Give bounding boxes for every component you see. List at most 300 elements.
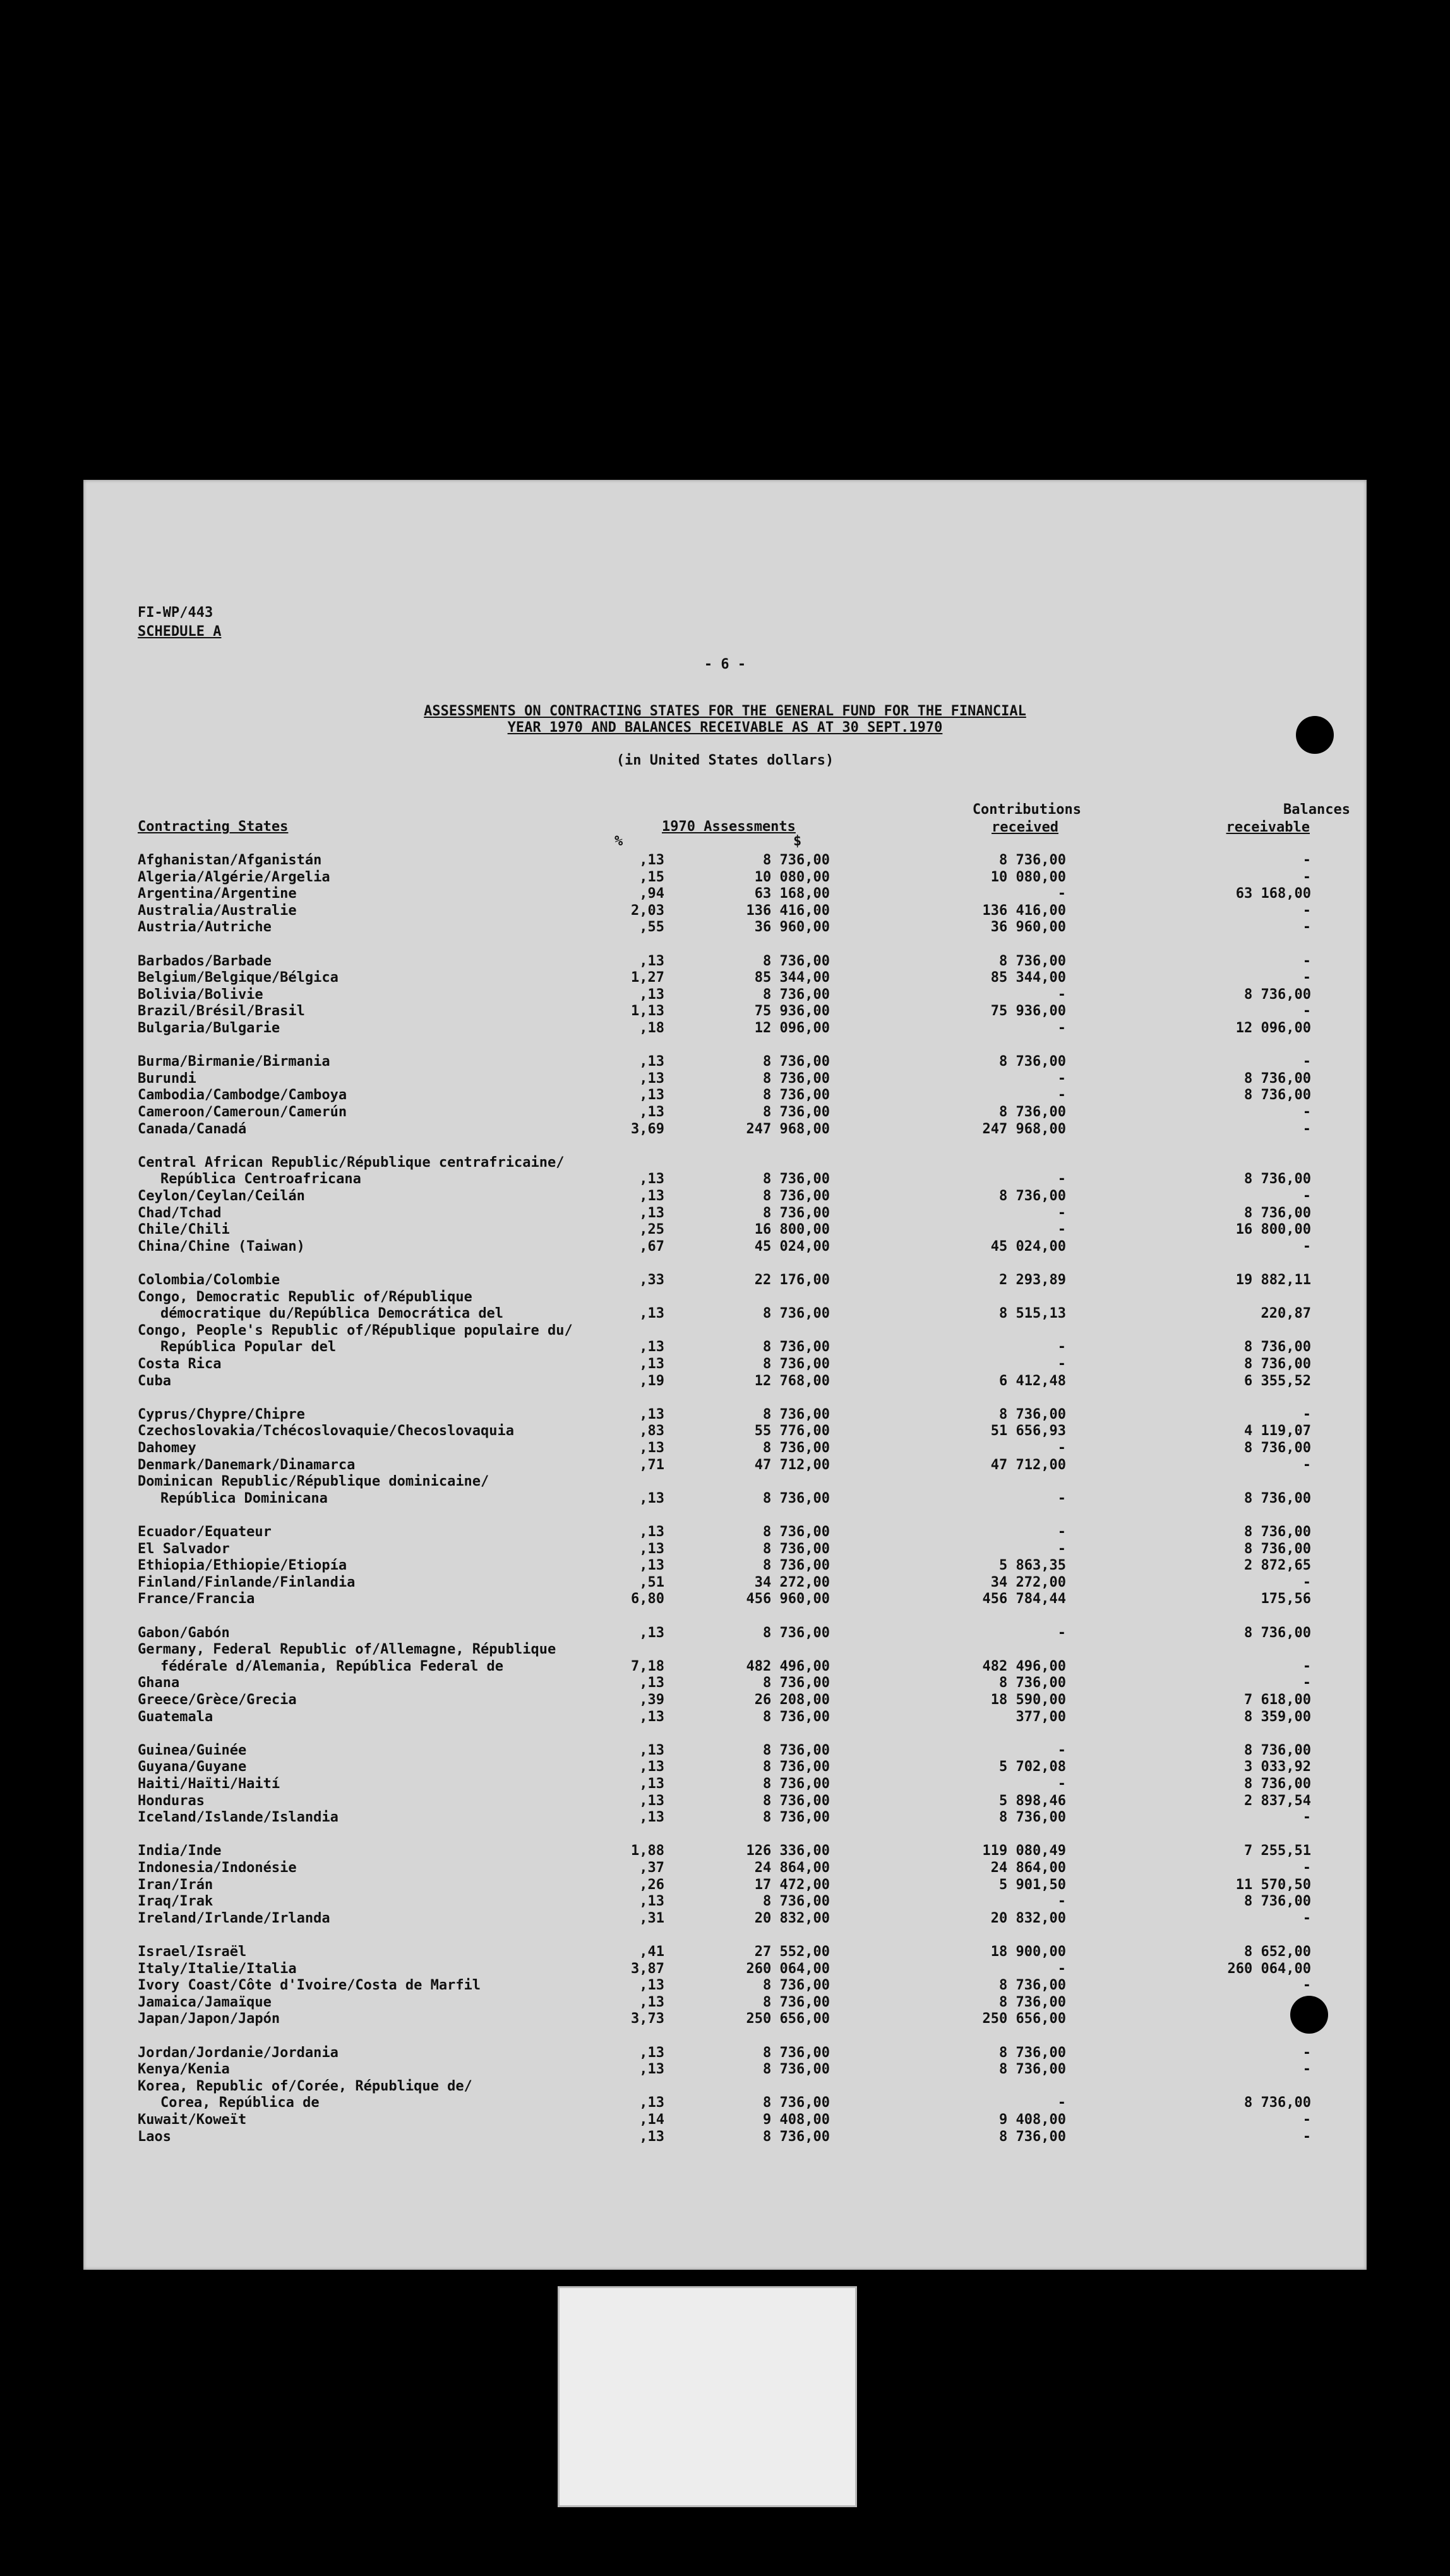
contributions-received: -: [1057, 886, 1066, 902]
state-name: Bolivia/Bolivie: [138, 987, 263, 1003]
assessment-percent: ,13: [639, 1339, 664, 1355]
assessment-percent: ,13: [639, 1054, 664, 1070]
balance-receivable: -: [1302, 1575, 1311, 1590]
contributions-received: -: [1057, 1893, 1066, 1909]
state-name: Haiti/Haïti/Haití: [138, 1776, 280, 1792]
assessment-percent: ,13: [639, 852, 664, 868]
contributions-received: -: [1057, 1020, 1066, 1036]
assessment-percent: ,13: [639, 1205, 664, 1221]
assessment-amount: 8 736,00: [763, 1087, 830, 1103]
schedule-label: SCHEDULE A: [138, 624, 222, 640]
contributions-received: 377,00: [1016, 1709, 1066, 1725]
assessment-amount: 8 736,00: [763, 987, 830, 1003]
state-name: República Popular del: [160, 1339, 337, 1355]
contributions-received: 8 736,00: [999, 2129, 1066, 2145]
assessment-percent: 1,27: [631, 970, 664, 986]
assessment-amount: 8 736,00: [763, 953, 830, 969]
assessment-percent: 2,03: [631, 903, 664, 919]
contributions-received: 45 024,00: [990, 1239, 1066, 1255]
table-row: [0, 1541, 1450, 1558]
state-name: Ceylon/Ceylan/Ceilán: [138, 1188, 305, 1204]
document-reference: FI-WP/443: [138, 605, 213, 621]
table-row: [0, 1659, 1450, 1676]
balance-receivable: 8 736,00: [1244, 1625, 1311, 1641]
state-name: Central African Republic/République centrafricaine/: [138, 1155, 565, 1171]
assessment-amount: 8 736,00: [763, 1558, 830, 1573]
state-name: China/Chine (Taiwan): [138, 1239, 305, 1255]
table-row: [0, 1155, 1450, 1172]
contributions-received: -: [1057, 1491, 1066, 1506]
table-row: [0, 1003, 1450, 1020]
contributions-received: -: [1057, 1961, 1066, 1977]
column-header-states: Contracting States: [138, 819, 289, 835]
balance-receivable: 8 736,00: [1244, 1087, 1311, 1103]
table-row: [0, 1239, 1450, 1256]
state-name: Barbados/Barbade: [138, 953, 272, 969]
state-name: Argentina/Argentine: [138, 886, 297, 902]
table-row: [0, 2112, 1450, 2129]
state-name: Afghanistan/Afganistán: [138, 852, 322, 868]
balance-receivable: 12 096,00: [1235, 1020, 1311, 1036]
table-row: [0, 1776, 1450, 1793]
state-name: Burundi: [138, 1071, 196, 1087]
assessment-amount: 8 736,00: [763, 1407, 830, 1422]
assessment-amount: 8 736,00: [763, 1306, 830, 1321]
table-row: [0, 2129, 1450, 2146]
table-row: [0, 987, 1450, 1004]
assessment-amount: 34 272,00: [754, 1575, 830, 1590]
assessment-amount: 9 408,00: [763, 2112, 830, 2128]
document-subtitle: (in United States dollars): [616, 753, 834, 768]
assessment-percent: ,41: [639, 1944, 664, 1960]
assessment-percent: ,13: [639, 2129, 664, 2145]
assessment-amount: 47 712,00: [754, 1457, 830, 1473]
contributions-received: 8 736,00: [999, 953, 1066, 969]
assessment-percent: ,39: [639, 1692, 664, 1708]
balance-receivable: -: [1302, 1407, 1311, 1422]
table-row: [0, 1289, 1450, 1306]
table-row: [0, 1356, 1450, 1373]
table-row: [0, 1222, 1450, 1239]
contributions-received: 482 496,00: [982, 1659, 1066, 1674]
state-name: Colombia/Colombie: [138, 1272, 280, 1288]
assessment-percent: ,13: [639, 1759, 664, 1775]
column-header-dollar: $: [793, 833, 802, 849]
balance-receivable: 8 736,00: [1244, 987, 1311, 1003]
punch-hole: [1296, 716, 1334, 754]
assessment-amount: 482 496,00: [746, 1659, 830, 1674]
assessment-percent: ,15: [639, 869, 664, 885]
assessment-amount: 45 024,00: [754, 1239, 830, 1255]
assessment-amount: 8 736,00: [763, 1776, 830, 1792]
table-row: [0, 1121, 1450, 1138]
assessment-percent: 3,87: [631, 1961, 664, 1977]
balance-receivable: 8 736,00: [1244, 1776, 1311, 1792]
state-name: Chad/Tchad: [138, 1205, 222, 1221]
assessment-amount: 136 416,00: [746, 903, 830, 919]
assessment-percent: 1,88: [631, 1843, 664, 1859]
balance-receivable: -: [1302, 869, 1311, 885]
assessment-percent: ,13: [639, 2045, 664, 2061]
balance-receivable: -: [1302, 2045, 1311, 2061]
table-row: [0, 1306, 1450, 1323]
state-name: Guinea/Guinée: [138, 1743, 247, 1758]
state-name: Algeria/Algérie/Argelia: [138, 869, 330, 885]
state-name: India/Inde: [138, 1843, 222, 1859]
table-row: [0, 1054, 1450, 1071]
state-name: República Centroafricana: [160, 1171, 361, 1187]
state-name: Jordan/Jordanie/Jordania: [138, 2045, 339, 2061]
assessment-percent: ,13: [639, 1087, 664, 1103]
assessment-percent: ,13: [639, 1071, 664, 1087]
assessment-amount: 63 168,00: [754, 886, 830, 902]
assessment-percent: ,13: [639, 987, 664, 1003]
state-name: Cyprus/Chypre/Chipre: [138, 1407, 305, 1422]
balance-receivable: 8 736,00: [1244, 1356, 1311, 1372]
assessment-amount: 8 736,00: [763, 1491, 830, 1506]
assessment-amount: 8 736,00: [763, 1524, 830, 1540]
contributions-received: 8 736,00: [999, 1995, 1066, 2010]
balance-receivable: -: [1302, 1054, 1311, 1070]
state-name: Honduras: [138, 1793, 205, 1809]
assessment-percent: 3,69: [631, 1121, 664, 1137]
table-row: [0, 1491, 1450, 1508]
contributions-received: -: [1057, 1440, 1066, 1456]
table-row: [0, 2011, 1450, 2028]
assessment-amount: 8 736,00: [763, 1810, 830, 1825]
state-name: Ivory Coast/Côte d'Ivoire/Costa de Marfil: [138, 1977, 481, 1993]
table-row: [0, 970, 1450, 987]
assessment-percent: ,67: [639, 1239, 664, 1255]
contributions-received: -: [1057, 2095, 1066, 2111]
contributions-received: 8 736,00: [999, 1675, 1066, 1691]
contributions-received: -: [1057, 1222, 1066, 1237]
contributions-received: 47 712,00: [990, 1457, 1066, 1473]
contributions-received: 456 784,44: [982, 1591, 1066, 1607]
state-name: Iceland/Islande/Islandia: [138, 1810, 339, 1825]
state-name: fédérale d/Alemania, República Federal de: [160, 1659, 504, 1674]
assessment-amount: 8 736,00: [763, 1071, 830, 1087]
assessment-percent: ,18: [639, 1020, 664, 1036]
table-row: [0, 1205, 1450, 1222]
assessment-amount: 27 552,00: [754, 1944, 830, 1960]
table-row: [0, 1860, 1450, 1877]
assessment-percent: ,13: [639, 1675, 664, 1691]
assessment-percent: ,13: [639, 1893, 664, 1909]
table-row: [0, 1188, 1450, 1205]
contributions-received: 5 901,50: [999, 1877, 1066, 1893]
contributions-received: 247 968,00: [982, 1121, 1066, 1137]
state-name: Ireland/Irlande/Irlanda: [138, 1911, 330, 1926]
assessment-percent: ,13: [639, 1558, 664, 1573]
balance-receivable: -: [1302, 1977, 1311, 1993]
table-row: [0, 1171, 1450, 1188]
contributions-received: 8 515,13: [999, 1306, 1066, 1321]
document-title-line1: ASSESSMENTS ON CONTRACTING STATES FOR THE GENERAL FUND FOR THE FINANCIAL: [424, 703, 1026, 719]
table-row: [0, 1373, 1450, 1390]
table-row: [0, 1759, 1450, 1776]
state-name: Brazil/Brésil/Brasil: [138, 1003, 305, 1019]
state-name: Kenya/Kenia: [138, 2061, 230, 2077]
table-row: [0, 919, 1450, 936]
assessment-amount: 8 736,00: [763, 1104, 830, 1120]
assessment-amount: 8 736,00: [763, 2045, 830, 2061]
assessment-percent: ,13: [639, 953, 664, 969]
contributions-received: -: [1057, 1205, 1066, 1221]
balance-receivable: -: [1302, 1675, 1311, 1691]
assessment-percent: ,19: [639, 1373, 664, 1389]
state-name: Czechoslovakia/Tchécoslovaquie/Checoslovaquia: [138, 1423, 515, 1439]
state-name: Laos: [138, 2129, 171, 2145]
contributions-received: 24 864,00: [990, 1860, 1066, 1876]
assessment-amount: 8 736,00: [763, 1759, 830, 1775]
balance-receivable: -: [1302, 1457, 1311, 1473]
assessment-amount: 8 736,00: [763, 1625, 830, 1641]
assessment-percent: ,13: [639, 1995, 664, 2010]
state-name: El Salvador: [138, 1541, 230, 1557]
contributions-received: 18 900,00: [990, 1944, 1066, 1960]
balance-receivable: -: [1302, 852, 1311, 868]
balance-receivable: 19 882,11: [1235, 1272, 1311, 1288]
column-header-receivable: receivable: [1226, 820, 1310, 835]
assessment-percent: ,13: [639, 2095, 664, 2111]
assessment-amount: 8 736,00: [763, 1188, 830, 1204]
contributions-received: 8 736,00: [999, 852, 1066, 868]
assessment-percent: ,13: [639, 1776, 664, 1792]
state-name: Dahomey: [138, 1440, 196, 1456]
balance-receivable: 8 736,00: [1244, 1071, 1311, 1087]
assessment-percent: ,25: [639, 1222, 664, 1237]
assessment-amount: 247 968,00: [746, 1121, 830, 1137]
assessment-percent: ,13: [639, 1793, 664, 1809]
table-row: [0, 1087, 1450, 1104]
contributions-received: 8 736,00: [999, 1104, 1066, 1120]
table-row: [0, 903, 1450, 920]
contributions-received: -: [1057, 1776, 1066, 1792]
assessment-percent: ,33: [639, 1272, 664, 1288]
table-row: [0, 1104, 1450, 1121]
balance-receivable: 8 736,00: [1244, 2095, 1311, 2111]
table-row: [0, 1911, 1450, 1928]
balance-receivable: 8 736,00: [1244, 1524, 1311, 1540]
balance-receivable: -: [1302, 1104, 1311, 1120]
assessment-percent: ,13: [639, 1491, 664, 1506]
contributions-received: -: [1057, 1625, 1066, 1641]
column-header-balances: Balances: [1283, 802, 1350, 818]
assessment-percent: ,13: [639, 1171, 664, 1187]
contributions-received: 9 408,00: [999, 2112, 1066, 2128]
state-name: Cameroon/Cameroun/Camerún: [138, 1104, 347, 1120]
document-title-line2: YEAR 1970 AND BALANCES RECEIVABLE AS AT 30 SEPT.1970: [507, 720, 943, 736]
punch-hole: [1290, 1996, 1328, 2034]
balance-receivable: 63 168,00: [1235, 886, 1311, 902]
assessment-amount: 8 736,00: [763, 1743, 830, 1758]
assessment-percent: ,26: [639, 1877, 664, 1893]
assessment-amount: 12 768,00: [754, 1373, 830, 1389]
contributions-received: -: [1057, 1524, 1066, 1540]
balance-receivable: 8 736,00: [1244, 1541, 1311, 1557]
state-name: Germany, Federal Republic of/Allemagne, République: [138, 1642, 556, 1657]
table-row: [0, 869, 1450, 886]
state-name: Corea, República de: [160, 2095, 320, 2111]
state-name: Dominican Republic/République dominicaine/: [138, 1474, 489, 1489]
table-row: [0, 1440, 1450, 1457]
state-name: Iraq/Irak: [138, 1893, 213, 1909]
assessment-amount: 8 736,00: [763, 2061, 830, 2077]
balance-receivable: -: [1302, 1003, 1311, 1019]
contributions-received: -: [1057, 1356, 1066, 1372]
assessment-percent: ,13: [639, 1356, 664, 1372]
balance-receivable: 16 800,00: [1235, 1222, 1311, 1237]
assessment-amount: 8 736,00: [763, 1205, 830, 1221]
balance-receivable: -: [1302, 2129, 1311, 2145]
assessment-percent: ,83: [639, 1423, 664, 1439]
state-name: Japan/Japon/Japón: [138, 2011, 280, 2027]
assessment-percent: ,13: [639, 2061, 664, 2077]
table-row: [0, 1071, 1450, 1088]
table-row: [0, 1457, 1450, 1474]
state-name: Cambodia/Cambodge/Camboya: [138, 1087, 347, 1103]
assessment-amount: 8 736,00: [763, 1054, 830, 1070]
assessment-percent: ,55: [639, 919, 664, 935]
assessment-amount: 456 960,00: [746, 1591, 830, 1607]
contributions-received: 8 736,00: [999, 2061, 1066, 2077]
table-row: [0, 1692, 1450, 1709]
balance-receivable: 260 064,00: [1227, 1961, 1311, 1977]
contributions-received: 8 736,00: [999, 1188, 1066, 1204]
assessment-percent: ,51: [639, 1575, 664, 1590]
table-row: [0, 1423, 1450, 1440]
balance-receivable: -: [1302, 1659, 1311, 1674]
state-name: Guatemala: [138, 1709, 213, 1725]
assessment-percent: ,13: [639, 1524, 664, 1540]
assessment-percent: ,13: [639, 1810, 664, 1825]
assessment-amount: 17 472,00: [754, 1877, 830, 1893]
table-row: [0, 1272, 1450, 1289]
assessment-percent: ,13: [639, 1625, 664, 1641]
contributions-received: -: [1057, 1743, 1066, 1758]
assessment-amount: 8 736,00: [763, 1709, 830, 1725]
assessment-amount: 8 736,00: [763, 1171, 830, 1187]
state-name: Austria/Autriche: [138, 919, 272, 935]
contributions-received: 8 736,00: [999, 1054, 1066, 1070]
contributions-received: 136 416,00: [982, 903, 1066, 919]
table-row: [0, 1591, 1450, 1608]
contributions-received: 5 863,35: [999, 1558, 1066, 1573]
assessment-percent: ,13: [639, 1188, 664, 1204]
assessment-amount: 36 960,00: [754, 919, 830, 935]
assessment-percent: ,13: [639, 1743, 664, 1758]
assessment-percent: ,13: [639, 1977, 664, 1993]
assessment-percent: 6,80: [631, 1591, 664, 1607]
state-name: Finland/Finlande/Finlandia: [138, 1575, 356, 1590]
contributions-received: 6 412,48: [999, 1373, 1066, 1389]
table-row: [0, 1323, 1450, 1340]
table-row: [0, 2095, 1450, 2112]
assessment-percent: ,71: [639, 1457, 664, 1473]
contributions-received: 75 936,00: [990, 1003, 1066, 1019]
state-name: Kuwait/Koweït: [138, 2112, 247, 2128]
page-number: - 6 -: [704, 657, 746, 672]
contributions-received: 8 736,00: [999, 1977, 1066, 1993]
assessment-percent: ,13: [639, 1407, 664, 1422]
assessment-amount: 8 736,00: [763, 852, 830, 868]
balance-receivable: 6 355,52: [1244, 1373, 1311, 1389]
column-header-assessments: 1970 Assessments: [662, 819, 796, 835]
state-name: Gabon/Gabón: [138, 1625, 230, 1641]
state-name: démocratique du/República Democrática del: [160, 1306, 504, 1321]
assessment-amount: 8 736,00: [763, 1339, 830, 1355]
balance-receivable: 8 736,00: [1244, 1491, 1311, 1506]
assessment-amount: 8 736,00: [763, 1793, 830, 1809]
assessment-percent: ,37: [639, 1860, 664, 1876]
contributions-received: -: [1057, 1171, 1066, 1187]
balance-receivable: -: [1302, 1121, 1311, 1137]
state-name: Belgium/Belgique/Bélgica: [138, 970, 339, 986]
assessment-amount: 22 176,00: [754, 1272, 830, 1288]
assessment-percent: ,13: [639, 1440, 664, 1456]
assessment-percent: ,31: [639, 1911, 664, 1926]
column-header-contributions: Contributions: [972, 802, 1081, 818]
state-name: France/Francia: [138, 1591, 255, 1607]
table-row: [0, 1793, 1450, 1810]
state-name: Ghana: [138, 1675, 180, 1691]
table-row: [0, 1843, 1450, 1860]
contributions-received: 2 293,89: [999, 1272, 1066, 1288]
balance-receivable: 8 736,00: [1244, 1743, 1311, 1758]
balance-receivable: 8 359,00: [1244, 1709, 1311, 1725]
state-name: Guyana/Guyane: [138, 1759, 247, 1775]
balance-receivable: 7 255,51: [1244, 1843, 1311, 1859]
table-row: [0, 1961, 1450, 1978]
state-name: República Dominicana: [160, 1491, 328, 1506]
balance-receivable: 11 570,50: [1235, 1877, 1311, 1893]
column-header-received: received: [992, 820, 1058, 835]
balance-receivable: 175,56: [1261, 1591, 1311, 1607]
contributions-received: 250 656,00: [982, 2011, 1066, 2027]
balance-receivable: 3 033,92: [1244, 1759, 1311, 1775]
table-row: [0, 1675, 1450, 1692]
assessment-amount: 8 736,00: [763, 2095, 830, 2111]
table-row: [0, 1743, 1450, 1760]
balance-receivable: 4 119,07: [1244, 1423, 1311, 1439]
balance-receivable: -: [1302, 1810, 1311, 1825]
balance-receivable: 8 736,00: [1244, 1205, 1311, 1221]
state-name: Denmark/Danemark/Dinamarca: [138, 1457, 356, 1473]
table-row: [0, 1558, 1450, 1575]
assessment-amount: 20 832,00: [754, 1911, 830, 1926]
assessment-percent: 1,13: [631, 1003, 664, 1019]
table-row: [0, 2061, 1450, 2078]
state-name: Ecuador/Equateur: [138, 1524, 272, 1540]
balance-receivable: -: [1302, 1860, 1311, 1876]
assessment-amount: 8 736,00: [763, 2129, 830, 2145]
table-row: [0, 1575, 1450, 1592]
contributions-received: 8 736,00: [999, 1810, 1066, 1825]
contributions-received: -: [1057, 1071, 1066, 1087]
assessment-amount: 8 736,00: [763, 1356, 830, 1372]
contributions-received: 10 080,00: [990, 869, 1066, 885]
assessment-amount: 8 736,00: [763, 1675, 830, 1691]
balance-receivable: 7 618,00: [1244, 1692, 1311, 1708]
state-name: Costa Rica: [138, 1356, 222, 1372]
table-row: [0, 2078, 1450, 2096]
balance-receivable: -: [1302, 970, 1311, 986]
assessment-amount: 8 736,00: [763, 1977, 830, 1993]
contributions-received: 119 080,49: [982, 1843, 1066, 1859]
contributions-received: 20 832,00: [990, 1911, 1066, 1926]
table-row: [0, 953, 1450, 970]
